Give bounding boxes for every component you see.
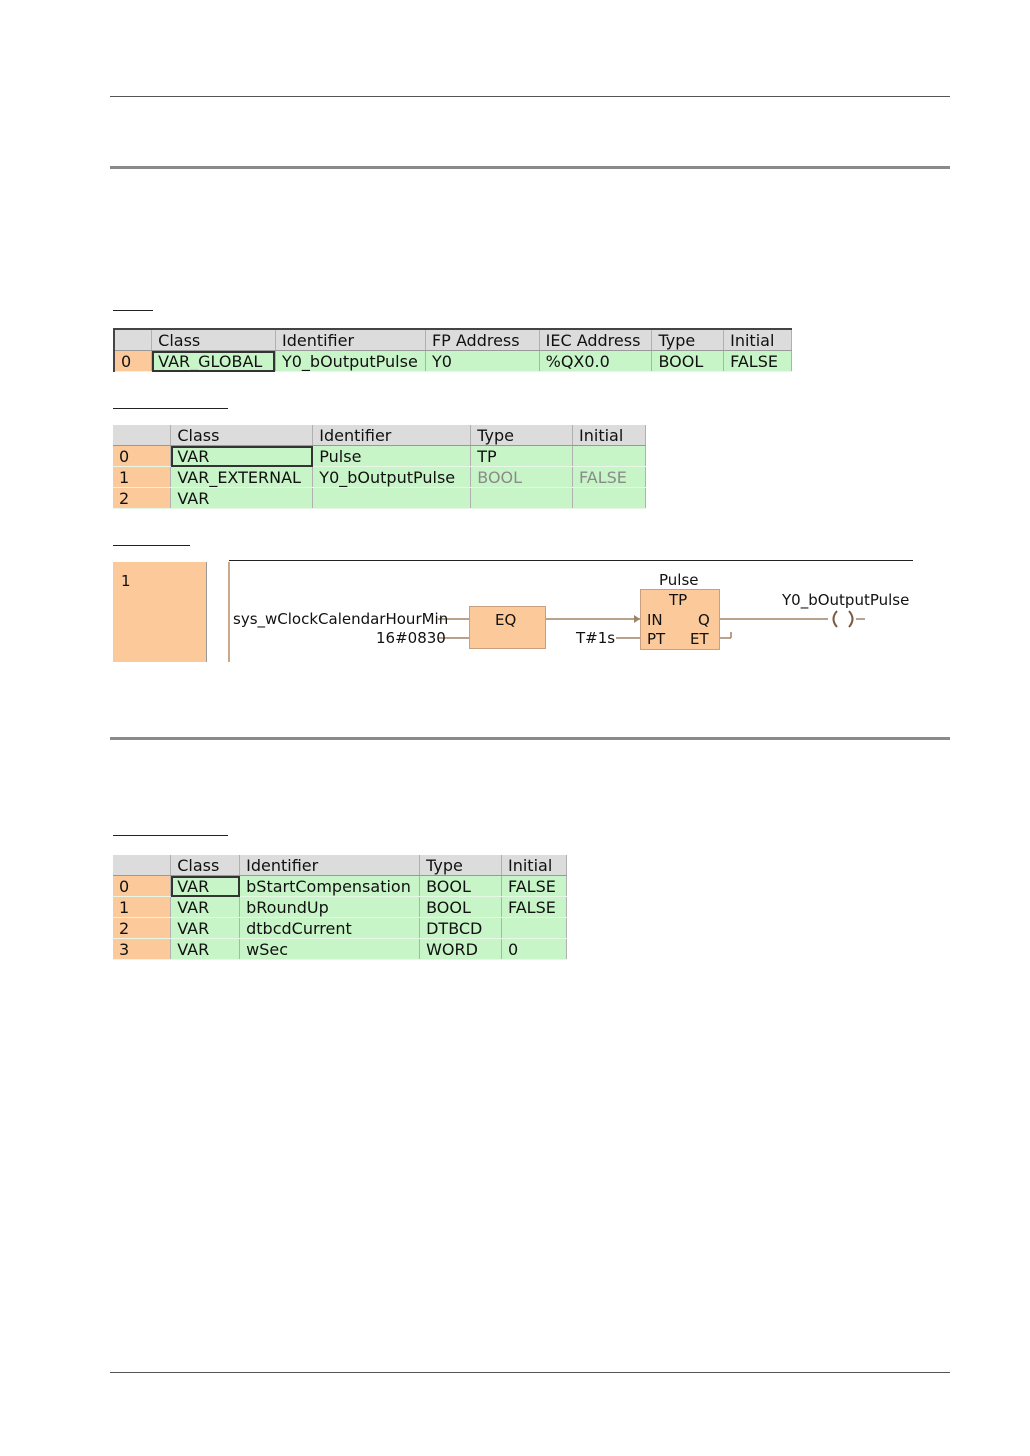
header-cell: Type <box>471 425 573 446</box>
table-cell[interactable] <box>471 488 573 509</box>
table-cell[interactable]: FALSE <box>573 467 646 488</box>
pou-header-table <box>113 425 646 509</box>
table-row[interactable] <box>113 939 567 960</box>
header-cell <box>113 855 171 876</box>
table-cell[interactable]: WORD <box>420 939 502 960</box>
table-cell[interactable]: VAR <box>171 939 240 960</box>
table-cell[interactable] <box>573 488 646 509</box>
header-cell: Identifier <box>240 855 420 876</box>
caption-underline-4 <box>113 835 228 836</box>
pou-header-table-2 <box>113 855 567 960</box>
header-cell <box>113 425 171 446</box>
table-cell[interactable]: VAR_GLOBAL <box>152 351 276 372</box>
table-cell[interactable]: VAR <box>171 446 313 467</box>
table-row[interactable] <box>113 467 646 488</box>
eq-compare-block[interactable] <box>469 606 546 649</box>
constant-label[interactable]: 16#0830 <box>376 629 446 647</box>
table-cell[interactable]: VAR_EXTERNAL <box>171 467 313 488</box>
eq-block-label: EQ <box>495 611 517 629</box>
page-bottom-rule <box>110 1372 950 1373</box>
header-cell: Type <box>420 855 502 876</box>
output-coil-label[interactable]: Y0_bOutputPulse <box>782 591 910 609</box>
row-index-cell[interactable]: 2 <box>113 918 171 939</box>
table-row[interactable] <box>114 351 792 372</box>
header-cell: Class <box>171 855 240 876</box>
table-cell[interactable]: FALSE <box>502 876 567 897</box>
table-cell[interactable]: Y0_bOutputPulse <box>313 467 471 488</box>
header-cell <box>114 329 152 351</box>
table-cell[interactable]: FALSE <box>724 351 792 372</box>
table-cell[interactable]: Y0 <box>425 351 539 372</box>
table-cell[interactable] <box>502 918 567 939</box>
table-cell[interactable]: FALSE <box>502 897 567 918</box>
table-cell[interactable]: BOOL <box>471 467 573 488</box>
pin-pt-label: PT <box>647 630 666 648</box>
caption-underline-2 <box>113 408 228 409</box>
row-index-cell[interactable]: 3 <box>113 939 171 960</box>
global-variable-table <box>113 328 792 372</box>
table-cell[interactable]: BOOL <box>420 876 502 897</box>
timer-instance-label[interactable]: Pulse <box>659 571 699 589</box>
tp-timer-block[interactable] <box>640 589 720 650</box>
table-cell[interactable]: bStartCompensation <box>240 876 420 897</box>
table-row[interactable] <box>113 446 646 467</box>
table-cell[interactable]: VAR <box>171 897 240 918</box>
table-cell[interactable]: VAR <box>171 488 313 509</box>
header-cell: Type <box>652 329 724 351</box>
row-index-cell[interactable]: 2 <box>113 488 171 509</box>
table-cell[interactable]: %QX0.0 <box>539 351 652 372</box>
header-cell: Identifier <box>275 329 425 351</box>
row-index-cell[interactable]: 0 <box>114 351 152 372</box>
caption-underline-3 <box>113 545 190 546</box>
section-rule-1 <box>110 166 950 169</box>
header-cell: Class <box>152 329 276 351</box>
timer-type-label: TP <box>669 591 688 609</box>
header-cell: Initial <box>573 425 646 446</box>
table-cell[interactable]: dtbcdCurrent <box>240 918 420 939</box>
page-top-rule <box>110 96 950 97</box>
header-cell: IEC Address <box>539 329 652 351</box>
row-index-cell[interactable]: 0 <box>113 876 171 897</box>
row-index-cell[interactable]: 1 <box>113 467 171 488</box>
input-variable-label[interactable]: sys_wClockCalendarHourMin <box>233 610 449 628</box>
header-cell: Initial <box>502 855 567 876</box>
header-cell: FP Address <box>425 329 539 351</box>
table-cell[interactable] <box>573 446 646 467</box>
table-cell[interactable]: Y0_bOutputPulse <box>275 351 425 372</box>
table-cell[interactable]: bRoundUp <box>240 897 420 918</box>
table-cell[interactable]: VAR <box>171 876 240 897</box>
caption-underline-1 <box>113 310 153 311</box>
table-header-row <box>113 855 567 876</box>
table-cell[interactable]: BOOL <box>652 351 724 372</box>
table-cell[interactable]: VAR <box>171 918 240 939</box>
ladder-row-number: 1 <box>121 572 131 590</box>
header-cell: Initial <box>724 329 792 351</box>
section-rule-2 <box>110 737 950 740</box>
table-row[interactable] <box>113 876 567 897</box>
table-cell[interactable]: 0 <box>502 939 567 960</box>
table-cell[interactable] <box>313 488 471 509</box>
header-cell: Identifier <box>313 425 471 446</box>
pin-et-label: ET <box>690 630 709 648</box>
time-constant-label[interactable]: T#1s <box>576 629 616 647</box>
pin-in-label: IN <box>647 611 663 629</box>
table-cell[interactable]: wSec <box>240 939 420 960</box>
table-header-row <box>113 425 646 446</box>
table-cell[interactable]: BOOL <box>420 897 502 918</box>
header-cell: Class <box>171 425 313 446</box>
table-row[interactable] <box>113 488 646 509</box>
table-cell[interactable]: TP <box>471 446 573 467</box>
pin-q-label: Q <box>698 611 710 629</box>
table-header-row <box>114 329 792 351</box>
ladder-diagram[interactable] <box>113 560 913 662</box>
table-cell[interactable]: Pulse <box>313 446 471 467</box>
table-row[interactable] <box>113 897 567 918</box>
table-cell[interactable]: DTBCD <box>420 918 502 939</box>
row-index-cell[interactable]: 0 <box>113 446 171 467</box>
table-row[interactable] <box>113 918 567 939</box>
row-index-cell[interactable]: 1 <box>113 897 171 918</box>
